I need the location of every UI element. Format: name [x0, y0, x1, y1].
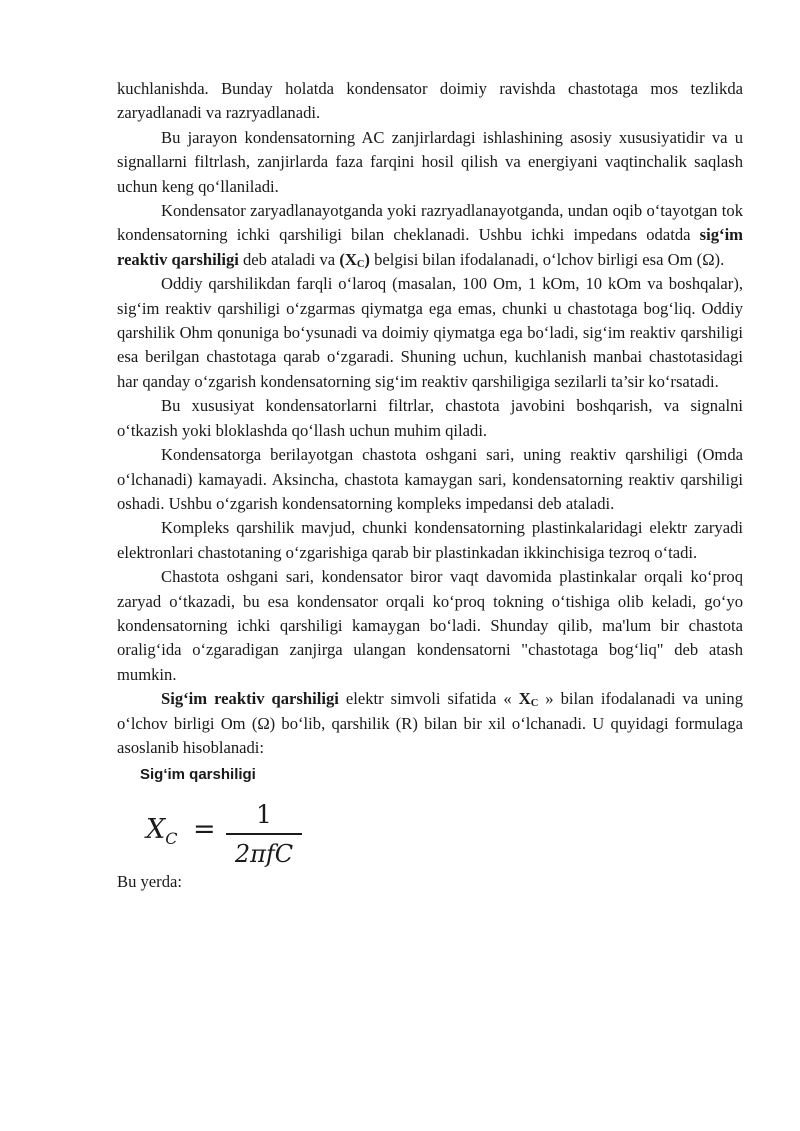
closing-text: Bu yerda:: [117, 872, 182, 892]
paragraph-p6: [117, 443, 743, 516]
paragraph-list: [117, 77, 743, 760]
bold-term: Sig‘im reaktiv qarshiligi: [161, 689, 339, 709]
bold-term: C: [530, 698, 539, 710]
formula-lhs: $X_C$: [146, 814, 178, 849]
text-run: Bu jarayon kondensatorning AC zanjirlardagi ishlashining asosiy xususiyatidir va u signallarni filtrlash, zanjirlarda faza farqini hosil qilish va energiyani vaqtinchalik saqlash uchun keng qo‘llaniladi.: [117, 127, 743, 196]
text-run: » bilan ifodalanadi va uning o‘lchov birligi Om (Ω) bo‘lib, qarshilik (R) bilan bir xil o‘lchanadi. U quyidagi formulaga asoslanib hisoblanadi:: [117, 689, 743, 757]
paragraph-p2: [117, 126, 743, 199]
text-run: Bu xususiyat kondensatorlarni filtrlar, chastota javobini boshqarish, va signalni o‘tkazish yoki bloklashda qo‘llash uchun muhim qiladi.: [117, 396, 743, 440]
formula-equals: =: [193, 814, 216, 846]
formula-lhs-subscript: C: [165, 829, 178, 849]
text-run: Kompleks qarshilik mavjud, chunki kondensatorning plastinkalaridagi elektr zaryadi elektronlari chastotaning o‘zgarishiga qarab bir plastinkadan ikkinchisiga tezroq o‘tadi.: [117, 518, 743, 562]
paragraph-p5: [117, 394, 743, 443]
formula-label: Sig‘im qarshiligi: [140, 766, 256, 784]
formula-numerator: 1: [256, 800, 272, 830]
paragraph-p4: [117, 272, 743, 394]
paragraph-p7: [117, 516, 743, 565]
text-run: Chastota oshgani sari, kondensator biror vaqt davomida plastinkalar orqali ko‘proq zaryad o‘tkazadi, bu esa kondensator orqali ko‘proq tokning o‘tishiga olib keladi, go‘yo kondensatorning ichki qarshiligi kamaygan bo‘ladi. Shunday qilib, ma'lum bir chastota oralig‘ida o‘zgaradigan zanjirga ulangan kondensatorni "chastotaga bog‘liq" deb atash mumkin.: [117, 567, 743, 684]
text-run: kuchlanishda. Bunday holatda kondensator doimiy ravishda chastotaga mos tezlikda zaryadlanadi va razryadlanadi.: [117, 79, 743, 123]
text-run: belgisi bilan ifodalanadi, o‘lchov birligi esa Om (Ω).: [369, 249, 725, 269]
paragraph-p3: [117, 199, 743, 272]
formula-denominator: 2πfC: [234, 839, 294, 868]
bold-term: C: [356, 258, 365, 270]
text-run: Oddiy qarshilikdan farqli o‘laroq (masalan, 100 Om, 1 kOm, 10 kOm va boshqalar), sig‘im reaktiv qarshiligi o‘zgarmas qiymatga ega emas, chunki u chastotaga bog‘liq. Oddiy qarshilik Ohm qonuniga bo‘ysunadi va doimiy qiymatga ega bo‘ladi, sig‘im reaktiv qarshiligi esa berilgan chastotaga qarab o‘zgaradi. Shuning uchun, kuchlanish manbai chastotasidagi har qanday o‘zgarish kondensatorning sig‘im reaktiv qarshiligiga sezilarli ta’sir ko‘rsatadi.: [117, 274, 743, 391]
paragraph-p8: [117, 565, 743, 687]
document-body: [117, 77, 743, 895]
bold-term: sig‘im reaktiv qarshiligi: [117, 225, 743, 269]
reactance-formula: [146, 800, 743, 870]
text-run: Kondensatorga berilayotgan chastota oshgani sari, uning reaktiv qarshiligi (Omda o‘lchanadi) kamayadi. Aksincha, chastota kamaygan sari, kondensatorning reaktiv qarshiligi oshadi. Ushbu o‘zgarish kondensatorning kompleks impedansi deb ataladi.: [117, 445, 743, 513]
paragraph-p1: [117, 77, 743, 126]
text-run: Kondensator zaryadlanayotganda yoki razryadlanayotganda, undan oqib o‘tayotgan tok kondensatorning ichki qarshiligi bilan cheklanadi. Ushbu ichki impedans odatda: [117, 201, 743, 245]
fraction-bar: [226, 833, 302, 835]
text-run: elektr simvoli sifatida «: [338, 689, 519, 709]
bold-term: X: [518, 689, 531, 709]
bold-term: ): [364, 249, 370, 269]
bold-term: (X: [339, 249, 357, 269]
formula-fraction: [226, 800, 302, 870]
paragraph-p9: [117, 687, 743, 760]
text-run: deb ataladi va: [238, 249, 340, 269]
